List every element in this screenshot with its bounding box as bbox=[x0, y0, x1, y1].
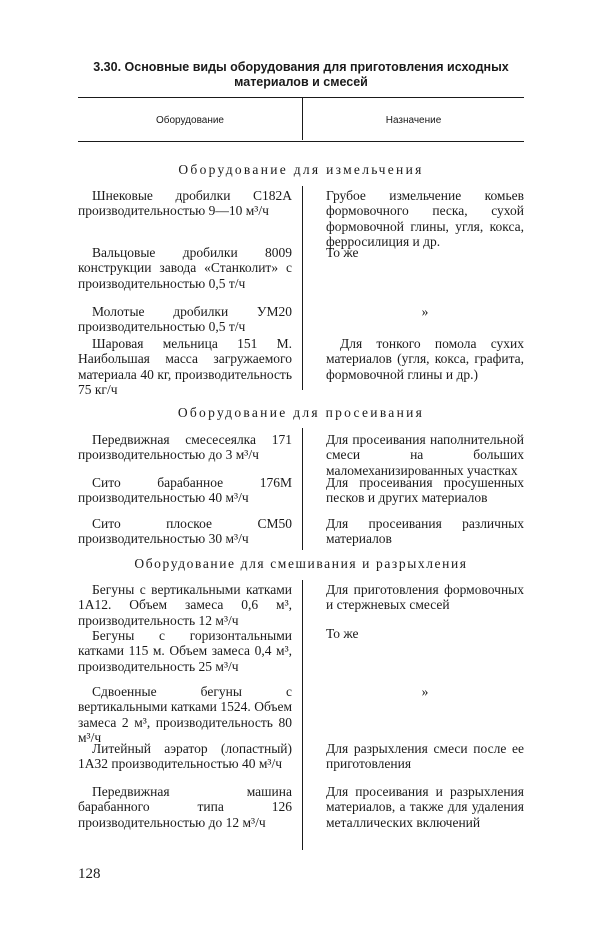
purpose-cell: » bbox=[421, 304, 429, 319]
column-divider bbox=[302, 428, 303, 550]
section-heading-grinding: Оборудование для измельчения bbox=[178, 162, 424, 177]
purpose-cell: Грубое измельчение комьев формовочного песка, сухой формовочной глины, угля, кокса, ферросилиция и др. bbox=[326, 188, 524, 250]
purpose-cell: То же bbox=[326, 626, 359, 641]
equipment-cell: Литейный аэратор (лопастный) 1А32 производительностью 40 м³/ч bbox=[78, 741, 292, 772]
section-heading-mixing: Оборудование для смешивания и разрыхления bbox=[134, 556, 468, 571]
equipment-cell: Передвижная машина барабанного типа 126 производительностью до 12 м³/ч bbox=[78, 784, 292, 830]
header-top-rule bbox=[78, 97, 524, 98]
equipment-cell: Бегуны с горизонтальными катками 115 м. Объем замеса 0,4 м³, производительность 25 м³/ч bbox=[78, 628, 292, 674]
purpose-cell: Для разрыхления смеси после ее приготовления bbox=[326, 741, 524, 772]
column-header-purpose: Назначение bbox=[385, 115, 442, 126]
purpose-cell: Для просеивания различных материалов bbox=[326, 516, 524, 547]
purpose-cell: Для приготовления формовочных и стержневых смесей bbox=[326, 582, 524, 613]
purpose-cell: Для тонкого помола сухих материалов (угля, кокса, графита, формовочной глины и др.) bbox=[326, 336, 524, 382]
purpose-cell: Для просеивания наполнительной смеси на больших маломеханизированных участках bbox=[326, 432, 524, 478]
column-divider bbox=[302, 580, 303, 850]
equipment-cell: Сито плоское СМ50 производительностью 30 м³/ч bbox=[78, 516, 292, 547]
table-title: 3.30. Основные виды оборудования для приготовления исходных материалов и смесей bbox=[93, 60, 509, 89]
equipment-cell: Передвижная смесесеялка 171 производительностью до 3 м³/ч bbox=[78, 432, 292, 463]
equipment-cell: Бегуны с вертикальными катками 1А12. Объем замеса 0,6 м³, производительность 12 м³/ч bbox=[78, 582, 292, 628]
header-bottom-rule bbox=[78, 141, 524, 142]
equipment-cell: Шаровая мельница 151 М. Наибольшая масса загружаемого материала 40 кг, производительность 75 кг/ч bbox=[78, 336, 292, 398]
purpose-cell: То же bbox=[326, 245, 359, 260]
column-header-equipment: Оборудование bbox=[155, 115, 224, 126]
page-number: 128 bbox=[78, 866, 101, 882]
purpose-cell: » bbox=[421, 684, 429, 699]
purpose-cell: Для просеивания просушенных песков и других материалов bbox=[326, 475, 524, 506]
equipment-cell: Вальцовые дробилки 8009 конструкции завода «Станколит» с производительностью 0,5 т/ч bbox=[78, 245, 292, 291]
equipment-cell: Сито барабанное 176М производительностью 40 м³/ч bbox=[78, 475, 292, 506]
equipment-cell: Сдвоенные бегуны с вертикальными катками 1524. Объем замеса 2 м³, производительность 80 м³/ч bbox=[78, 684, 292, 746]
column-divider bbox=[302, 186, 303, 390]
equipment-cell: Молотые дробилки УМ20 производительностью 0,5 т/ч bbox=[78, 304, 292, 335]
section-heading-sifting: Оборудование для просеивания bbox=[177, 405, 425, 420]
equipment-cell: Шнековые дробилки С182А производительностью 9—10 м³/ч bbox=[78, 188, 292, 219]
purpose-cell: Для просеивания и разрыхления материалов, а также для удаления металлических включений bbox=[326, 784, 524, 830]
